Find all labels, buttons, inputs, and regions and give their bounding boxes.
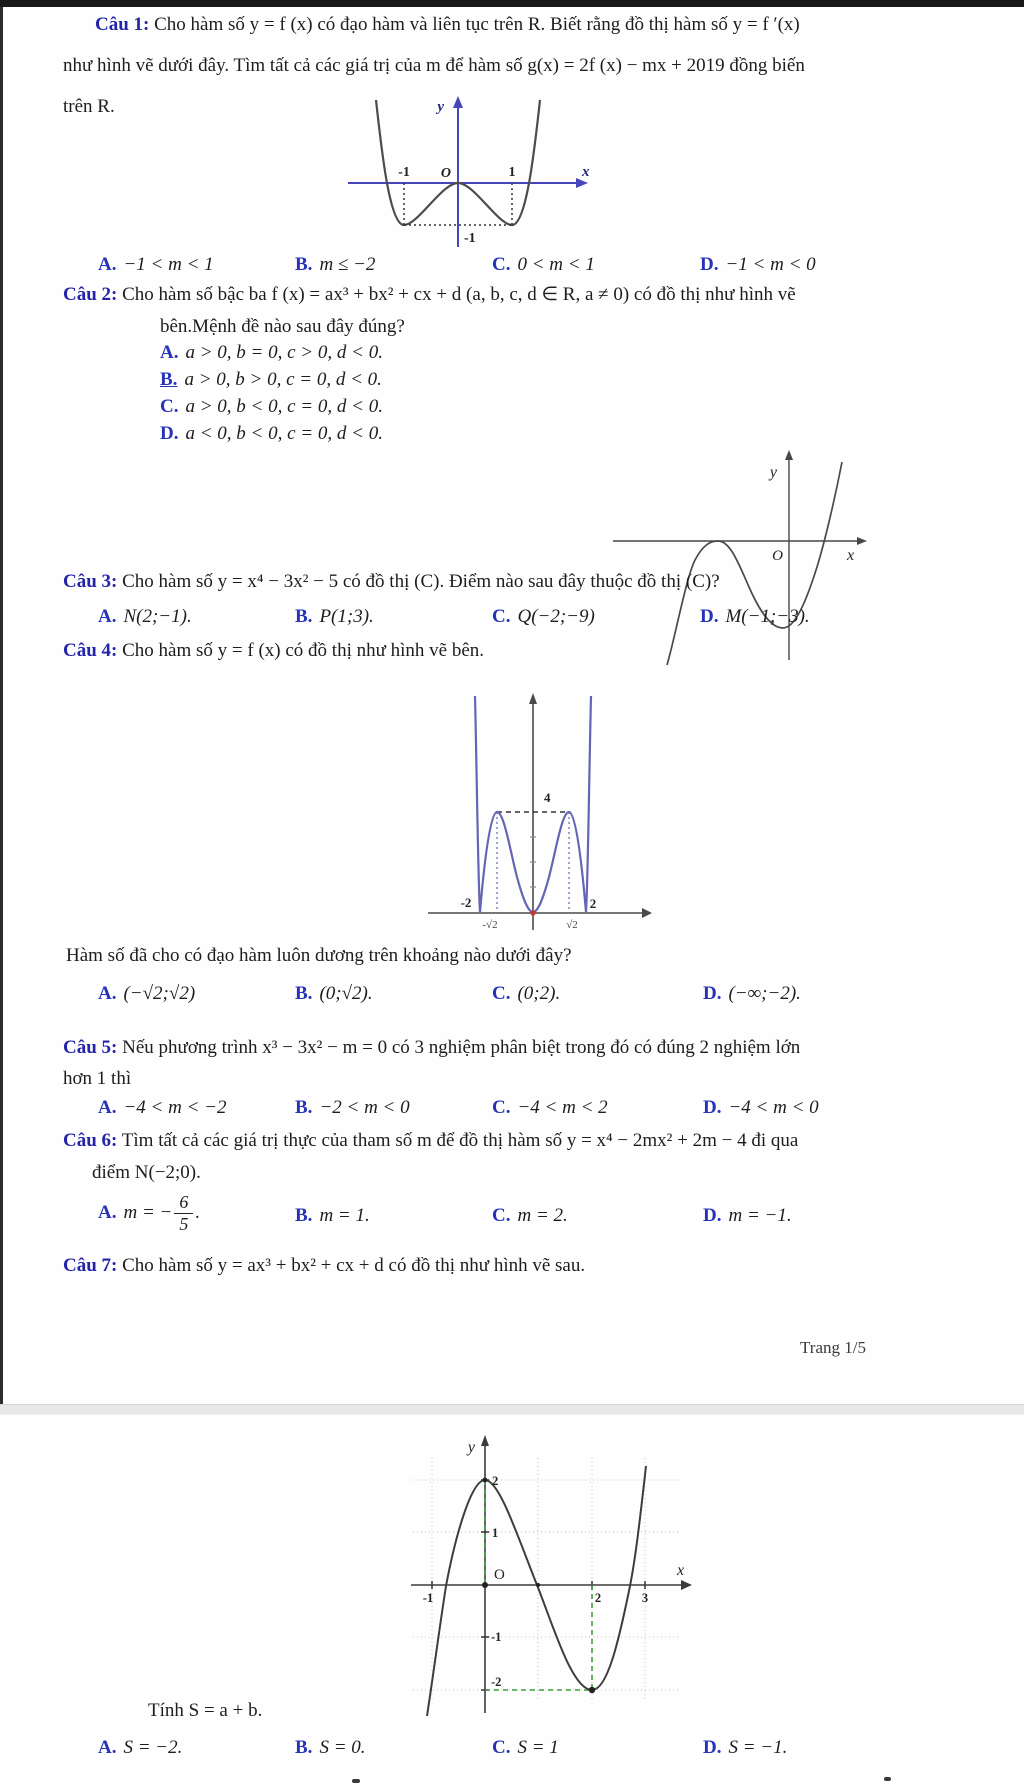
q5-line1	[63, 1037, 800, 1059]
p2-option-d: D. S = −1.	[703, 1737, 788, 1758]
q4-question: Hàm số đã cho có đạo hàm luôn dương trên khoảng nào dưới đây?	[66, 945, 572, 966]
g3-label-neg-sqrt2: -√2	[482, 919, 498, 931]
q6-option-c: C. m = 2.	[492, 1205, 568, 1226]
q5-option-d: D. −4 < m < 0	[703, 1097, 819, 1118]
g2-curve	[667, 462, 842, 665]
p2-option-b: B. S = 0.	[295, 1737, 366, 1758]
q4-label: Câu 4:	[63, 640, 118, 661]
q5-option-b: B. −2 < m < 0	[295, 1097, 410, 1118]
g4-origin-dot	[482, 1582, 488, 1588]
g4-y-arrow-icon	[481, 1435, 489, 1446]
g3-y-arrow-icon	[529, 693, 537, 704]
g4-min-dot	[589, 1687, 595, 1693]
g4-xtick-3: 3	[641, 1591, 649, 1605]
q3-option-a: A. N(2;−1).	[98, 606, 192, 627]
q6-label: Câu 6:	[63, 1130, 118, 1151]
q4-option-c: C. (0;2).	[492, 983, 561, 1004]
q2-option-c: C. a > 0, b < 0, c = 0, d < 0.	[160, 396, 383, 417]
q1-label: Câu 1:	[95, 14, 150, 35]
g4-ytick-neg2: -2	[491, 1675, 502, 1689]
q2-line2: bên.Mệnh đề nào sau đây đúng?	[160, 316, 405, 337]
g3-label-neg2: -2	[460, 895, 472, 910]
q6-fraction: $\frac{6}{5}$	[174, 1193, 193, 1234]
q6-line2: điểm N(−2;0).	[92, 1162, 201, 1183]
g4-xtick-2: 2	[594, 1591, 602, 1605]
g3-label-pos-sqrt2: √2	[566, 919, 578, 931]
q1-option-a: A. −1 < m < 1	[98, 254, 214, 275]
q1-line3: trên R.	[63, 96, 115, 117]
q5-text1: Nếu phương trình x³ − 3x² − m = 0 có 3 nghiệm phân biệt trong đó có đúng 2 nghiệm lớn	[117, 1037, 801, 1058]
g2-x-label: x	[847, 547, 855, 564]
p2-compute-line: Tính S = a + b.	[148, 1700, 263, 1721]
q1-line2: như hình vẽ dưới đây. Tìm tất cả các giá trị của m để hàm số g(x) = 2f (x) − mx + 2019 đồng biến	[63, 55, 805, 76]
g3-label-4: 4	[544, 790, 551, 805]
derivative-graph-q1	[330, 95, 595, 253]
g4-curve	[427, 1466, 649, 1716]
q3-label: Câu 3:	[63, 571, 118, 592]
g1-tick-neg1: -1	[398, 165, 410, 180]
p2-option-c: C. S = 1	[492, 1737, 559, 1758]
page-separator	[0, 1404, 1024, 1415]
page-number: Trang 1/5	[800, 1338, 866, 1357]
g4-x-arrow-icon	[681, 1580, 692, 1590]
q5-line2: hơn 1 thì	[63, 1068, 132, 1089]
q4-option-d: D. (−∞;−2).	[703, 983, 801, 1004]
q5-option-c: C. −4 < m < 2	[492, 1097, 608, 1118]
scan-top-edge	[0, 0, 1024, 7]
g2-x-arrow-icon	[857, 537, 867, 545]
q5-option-a: A. −4 < m < −2	[98, 1097, 227, 1118]
g3-label-pos2: 2	[589, 896, 597, 911]
g3-origin-red-dot	[530, 910, 535, 915]
g4-xtick-neg1: -1	[422, 1591, 434, 1605]
g1-y-label: y	[437, 99, 444, 115]
g4-ytick-2: 2	[492, 1474, 499, 1488]
g1-x-label: x	[582, 164, 590, 180]
q6-option-b: B. m = 1.	[295, 1205, 370, 1226]
abs-quartic-graph-q4	[420, 690, 655, 940]
g4-x-label: x	[677, 1562, 685, 1579]
q2-line1	[63, 283, 796, 306]
q1-option-b: B. m ≤ −2	[295, 254, 376, 275]
p2-option-a: A. S = −2.	[98, 1737, 183, 1758]
q2-text1: Cho hàm số bậc ba f (x) = ax³ + bx² + cx + d (a, b, c, d ∈ R, a ≠ 0) có đồ thị như hình vẽ	[117, 284, 796, 305]
g2-y-arrow-icon	[785, 450, 793, 460]
q4-text1: Cho hàm số y = f (x) có đồ thị như hình vẽ bên.	[117, 640, 485, 661]
q4-line1	[63, 640, 484, 662]
scan-left-edge	[0, 7, 3, 1404]
q3-option-b: B. P(1;3).	[295, 606, 374, 627]
g1-y-arrow-icon	[453, 96, 463, 108]
cubic-graph-page2	[395, 1428, 695, 1716]
q1-line1	[95, 14, 800, 36]
q1-option-c: C. 0 < m < 1	[492, 254, 595, 275]
q6-option-a: A. m = − $\frac{6}{5}$ .	[98, 1192, 201, 1234]
q3-text1: Cho hàm số y = x⁴ − 3x² − 5 có đồ thị (C). Điểm nào sau đây thuộc đồ thị (C)?	[117, 571, 720, 592]
g4-grid	[413, 1458, 680, 1700]
q4-option-b: B. (0;√2).	[295, 983, 373, 1004]
g4-y-label: y	[467, 1439, 475, 1456]
g2-origin-label: O	[772, 548, 783, 564]
g4-ytick-1: 1	[492, 1526, 499, 1540]
g2-y-label: y	[769, 464, 777, 481]
q6-text1: Tìm tất cả các giá trị thực của tham số m để đồ thị hàm số y = x⁴ − 2mx² + 2m − 4 đi qua	[117, 1130, 799, 1151]
g4-ytick-neg1: -1	[491, 1630, 502, 1644]
q2-option-a: A. a > 0, b = 0, c > 0, d < 0.	[160, 342, 383, 363]
q6-option-d: D. m = −1.	[703, 1205, 792, 1226]
q2-option-d: D. a < 0, b < 0, c = 0, d < 0.	[160, 423, 383, 444]
q3-line1	[63, 571, 720, 593]
g3-x-arrow-icon	[642, 908, 652, 918]
q6-line1	[63, 1130, 798, 1152]
g4-origin-label: O	[494, 1567, 505, 1583]
g1-tick-pos1: 1	[508, 165, 516, 180]
g1-ymin-label: -1	[464, 231, 476, 246]
q1-option-d: D. −1 < m < 0	[700, 254, 816, 275]
g4-max-dot	[483, 1478, 488, 1483]
cutoff-text-mark	[352, 1779, 360, 1783]
q7-line1	[63, 1255, 585, 1277]
q5-label: Câu 5:	[63, 1037, 118, 1058]
g4-root-dot	[536, 1583, 540, 1587]
q1-text1: Cho hàm số y = f (x) có đạo hàm và liên tục trên R. Biết rằng đồ thị hàm số y = f ′(x)	[149, 14, 800, 35]
cutoff-text-mark	[884, 1777, 891, 1781]
q7-label: Câu 7:	[63, 1255, 118, 1276]
q4-option-a: A. (−√2;√2)	[98, 983, 196, 1004]
q2-label: Câu 2:	[63, 284, 118, 305]
g1-origin-label: O	[440, 166, 451, 181]
q7-text1: Cho hàm số y = ax³ + bx² + cx + d có đồ thị như hình vẽ sau.	[117, 1255, 586, 1276]
q3-option-d: D. M(−1;−3).	[700, 606, 810, 627]
q2-option-b: B. a > 0, b > 0, c = 0, d < 0.	[160, 369, 382, 390]
q3-option-c: C. Q(−2;−9)	[492, 606, 595, 627]
